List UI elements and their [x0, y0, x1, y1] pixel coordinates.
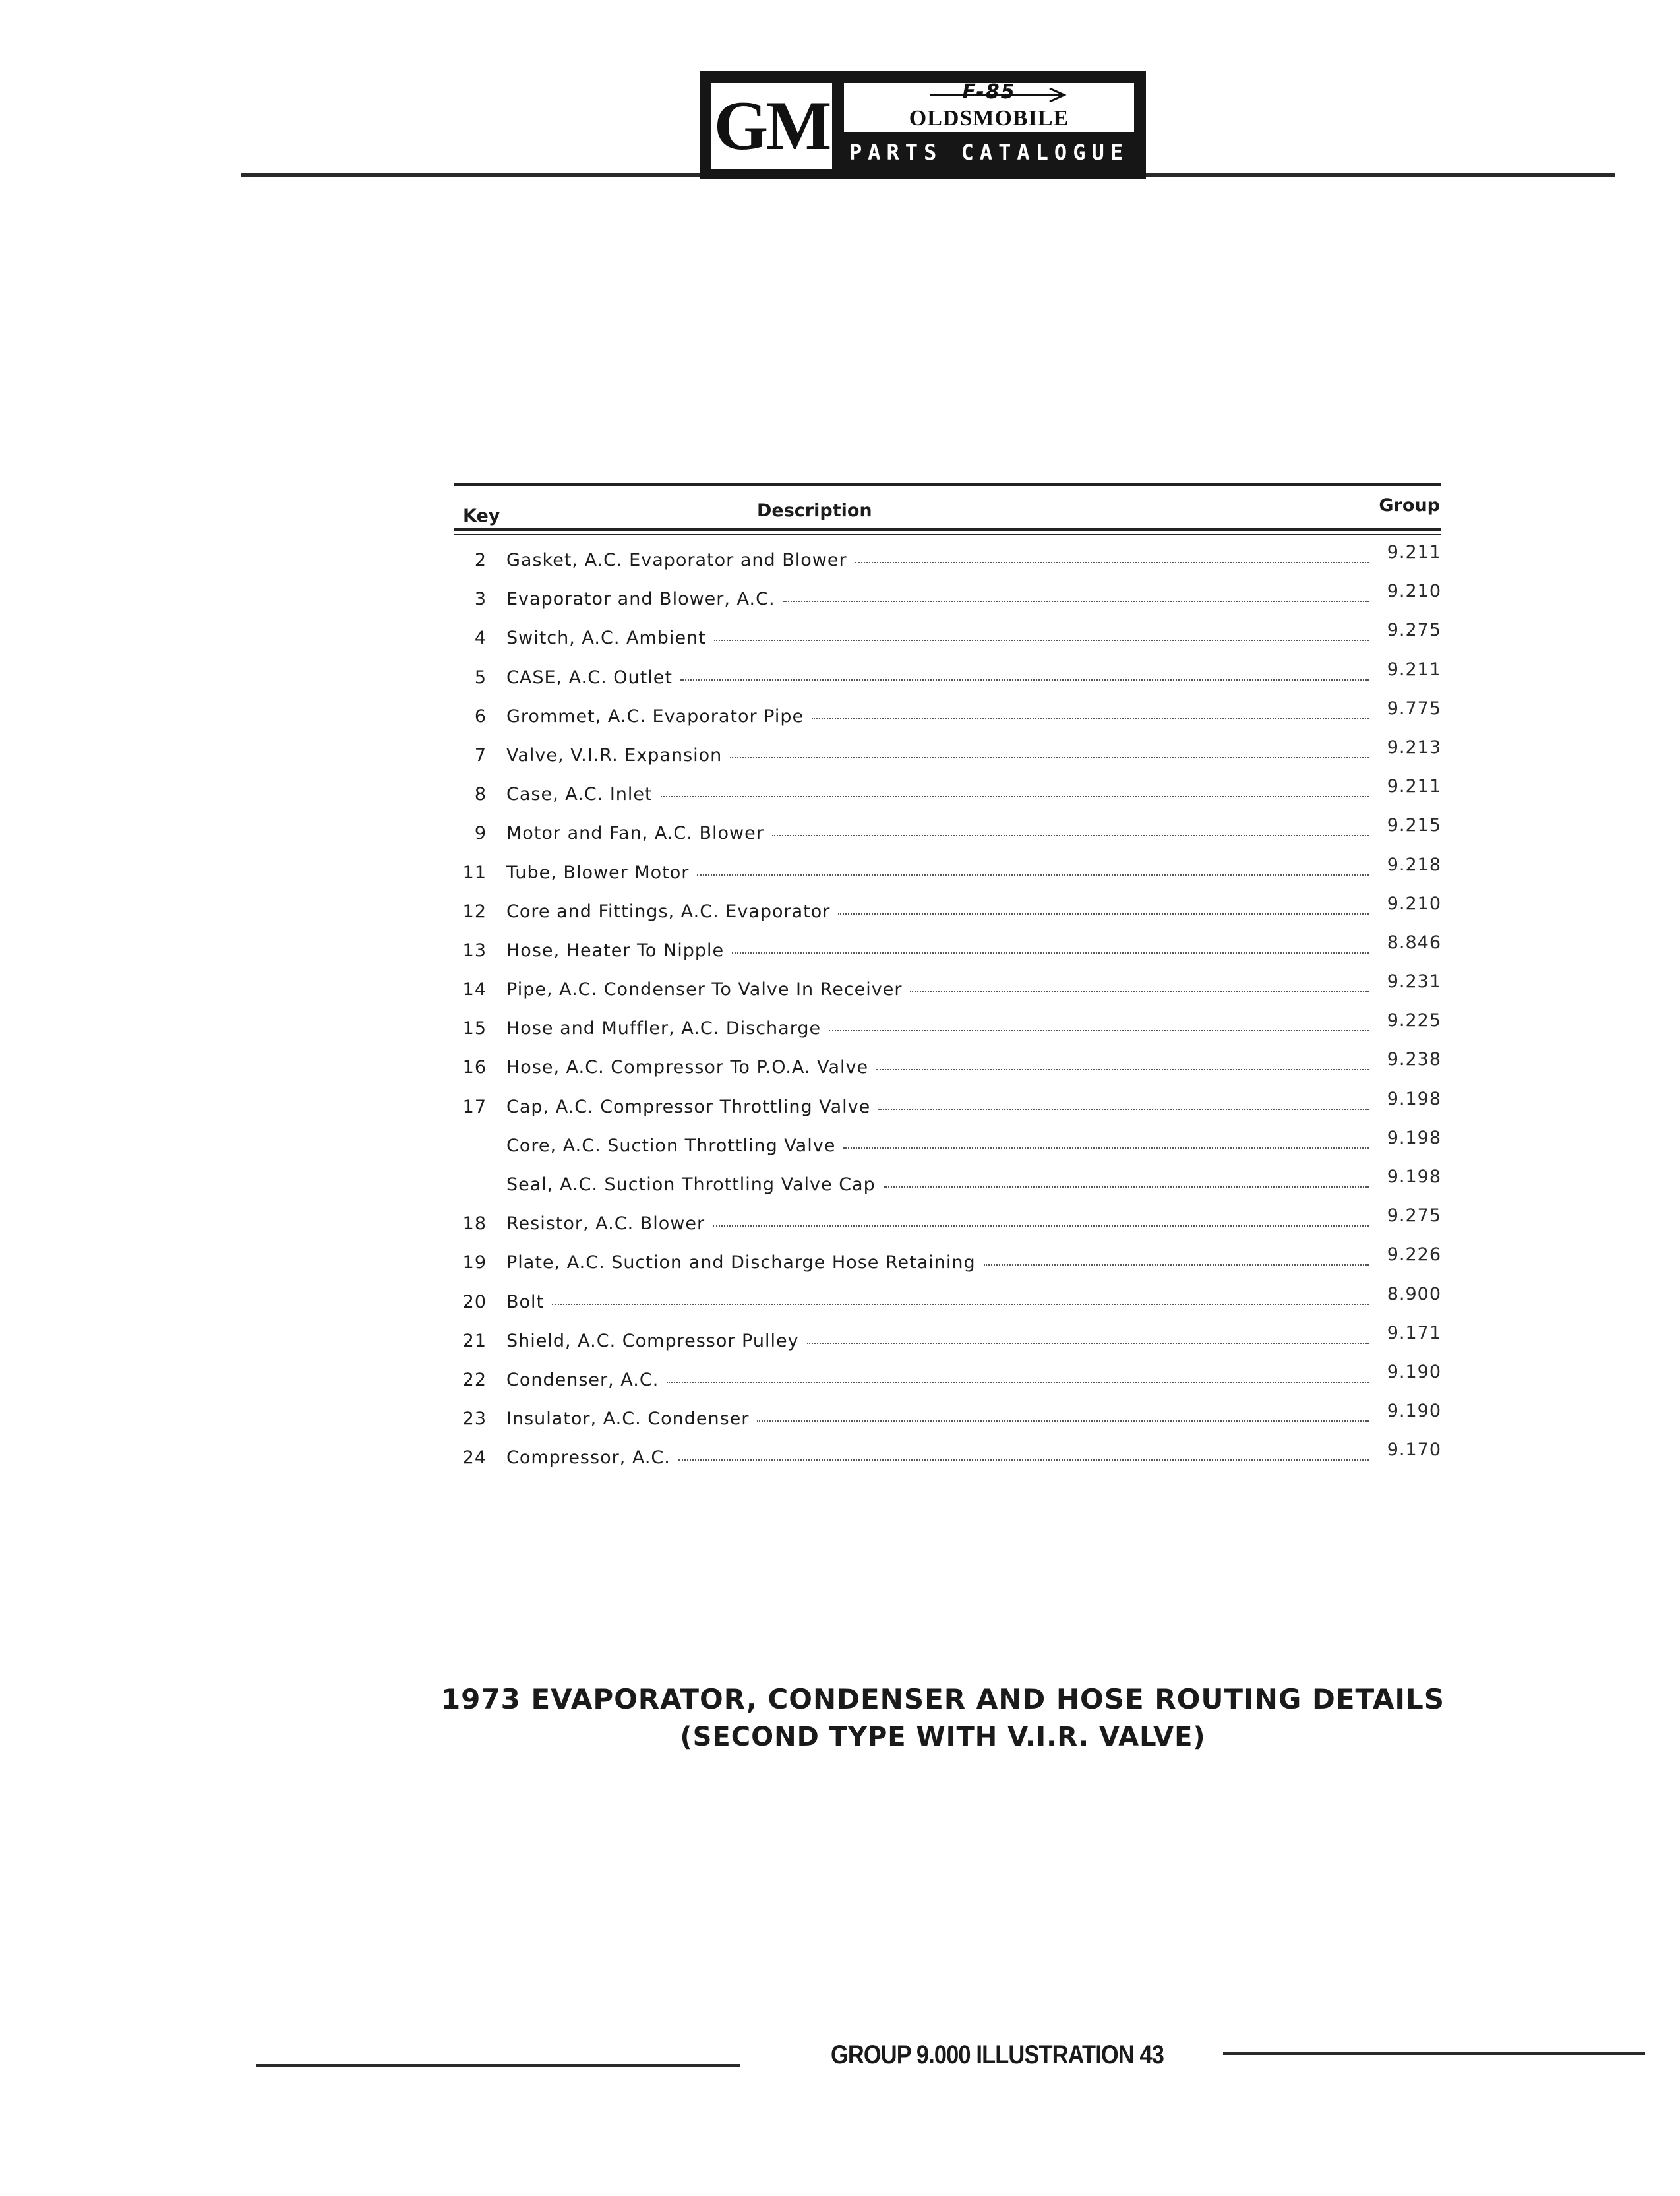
row-description: Pipe, A.C. Condenser To Valve In Receiver	[506, 979, 903, 1000]
row-description: Resistor, A.C. Blower	[506, 1213, 705, 1235]
row-description: Cap, A.C. Compressor Throttling Valve	[506, 1096, 871, 1117]
row-description: Bolt	[506, 1291, 545, 1312]
row-group: 9.198	[1387, 1088, 1441, 1109]
table-row	[454, 775, 1441, 814]
row-key: 2	[474, 550, 487, 570]
row-description: Gasket, A.C. Evaporator and Blower	[506, 550, 847, 570]
row-description-cell	[506, 589, 1369, 609]
row-key: 24	[462, 1448, 487, 1469]
row-description: Seal, A.C. Suction Throttling Valve Cap	[506, 1174, 876, 1195]
dot-leader	[829, 1029, 1369, 1031]
dot-leader	[732, 952, 1369, 954]
row-key: 23	[462, 1409, 487, 1430]
row-description-cell	[506, 1252, 1369, 1273]
row-description-cell	[506, 1174, 1369, 1195]
row-group: 9.198	[1387, 1167, 1441, 1187]
table-row	[454, 892, 1441, 931]
row-group: 9.190	[1387, 1361, 1441, 1382]
row-key: 6	[474, 706, 487, 727]
table-row	[454, 1165, 1441, 1204]
dot-leader	[855, 561, 1369, 563]
table-row	[454, 1438, 1441, 1477]
footer-rule-right	[1223, 2052, 1645, 2055]
table-row	[454, 1283, 1441, 1322]
row-description: Shield, A.C. Compressor Pulley	[506, 1330, 799, 1351]
table-row	[454, 1126, 1441, 1165]
catalogue-title: PARTS CATALOGUE	[849, 140, 1129, 165]
row-key: 16	[462, 1057, 487, 1078]
row-group: 9.210	[1387, 893, 1441, 914]
row-description: Hose, Heater To Nipple	[506, 940, 725, 961]
dot-leader	[713, 1225, 1369, 1227]
dot-leader	[812, 717, 1369, 719]
row-description: Grommet, A.C. Evaporator Pipe	[506, 706, 804, 727]
row-group: 9.275	[1387, 620, 1441, 641]
dot-leader	[772, 834, 1369, 836]
dot-leader	[878, 1108, 1369, 1110]
dot-leader	[661, 795, 1369, 797]
table-row	[454, 1087, 1441, 1126]
row-key: 9	[474, 823, 487, 844]
row-group: 8.846	[1387, 932, 1441, 953]
dot-leader	[697, 874, 1369, 876]
row-group: 9.231	[1387, 971, 1441, 992]
gm-mark: GM	[711, 83, 832, 169]
row-description-cell	[506, 940, 1369, 961]
row-key: 22	[462, 1369, 487, 1390]
row-key: 17	[462, 1096, 487, 1117]
dot-leader	[984, 1264, 1369, 1266]
row-description-cell	[506, 1057, 1369, 1078]
row-group: 9.211	[1387, 776, 1441, 797]
row-key: 14	[462, 979, 487, 1000]
row-description-cell	[506, 745, 1369, 766]
column-header-key: Key	[463, 506, 500, 526]
dot-leader	[884, 1186, 1369, 1188]
gm-oldsmobile-logo	[700, 71, 1146, 179]
row-key: 18	[462, 1213, 487, 1235]
column-header-group: Group	[1379, 495, 1440, 516]
row-description-cell	[506, 863, 1369, 883]
row-description: Hose and Muffler, A.C. Discharge	[506, 1018, 822, 1039]
row-description: Case, A.C. Inlet	[506, 784, 653, 805]
footer-rule-left	[256, 2064, 740, 2067]
dot-leader	[552, 1303, 1369, 1305]
dot-leader	[757, 1420, 1369, 1422]
table-row	[454, 619, 1441, 657]
dot-leader	[843, 1147, 1369, 1149]
footer-illustration-ref: GROUP 9.000 ILLUSTRATION 43	[831, 2040, 1164, 2069]
row-key: 3	[474, 589, 487, 610]
row-key: 11	[462, 862, 487, 883]
caption-title: 1973 EVAPORATOR, CONDENSER AND HOSE ROUTING DETAILS	[440, 1683, 1445, 1715]
row-key: 20	[462, 1291, 487, 1312]
table-row	[454, 931, 1441, 970]
row-description: Evaporator and Blower, A.C.	[506, 589, 775, 610]
caption-subtitle: (SECOND TYPE WITH V.I.R. VALVE)	[680, 1722, 1206, 1752]
table-body	[454, 541, 1441, 1478]
row-group: 9.225	[1387, 1010, 1441, 1031]
dot-leader	[807, 1342, 1369, 1344]
table-row	[454, 697, 1441, 736]
row-key: 13	[462, 940, 487, 961]
column-header-description: Description	[757, 501, 872, 521]
row-key: 15	[462, 1018, 487, 1039]
brand-name: OLDSMOBILE	[909, 106, 1069, 131]
row-description-cell	[506, 550, 1369, 570]
table-row	[454, 1360, 1441, 1399]
table-row	[454, 1048, 1441, 1087]
parts-table	[454, 483, 1441, 1478]
row-description-cell	[506, 628, 1369, 648]
row-description: Compressor, A.C.	[506, 1448, 671, 1469]
row-group: 9.211	[1387, 659, 1441, 680]
row-description-cell	[506, 1097, 1369, 1117]
row-description-cell	[506, 979, 1369, 1000]
brand-panel	[844, 80, 1134, 132]
row-description-cell	[506, 901, 1369, 922]
row-description-cell	[506, 1409, 1369, 1429]
row-description-cell	[506, 1370, 1369, 1390]
table-row	[454, 1322, 1441, 1360]
f85-text: F-85	[962, 80, 1016, 104]
dot-leader	[680, 679, 1369, 681]
row-key: 5	[474, 667, 487, 688]
row-description: Motor and Fan, A.C. Blower	[506, 823, 764, 844]
row-description: Tube, Blower Motor	[506, 862, 690, 883]
row-description: CASE, A.C. Outlet	[506, 667, 673, 688]
table-row	[454, 1399, 1441, 1438]
table-row	[454, 736, 1441, 775]
row-description: Condenser, A.C.	[506, 1369, 659, 1390]
dot-leader	[838, 913, 1369, 915]
row-group: 8.900	[1387, 1283, 1441, 1304]
row-group: 9.170	[1387, 1440, 1441, 1461]
row-key: 7	[474, 745, 487, 766]
row-group: 9.215	[1387, 815, 1441, 836]
row-group: 9.198	[1387, 1127, 1441, 1148]
dot-leader	[714, 639, 1369, 641]
row-group: 9.226	[1387, 1244, 1441, 1266]
table-header	[454, 486, 1441, 528]
row-group: 9.218	[1387, 854, 1441, 875]
row-description-cell	[506, 1136, 1369, 1156]
row-description: Valve, V.I.R. Expansion	[506, 745, 723, 766]
row-description: Switch, A.C. Ambient	[506, 628, 706, 649]
table-row	[454, 1009, 1441, 1048]
row-key: 4	[474, 628, 487, 649]
row-description-cell	[506, 1213, 1369, 1234]
row-description-cell	[506, 667, 1369, 688]
row-description-cell	[506, 1292, 1369, 1312]
row-description-cell	[506, 784, 1369, 805]
row-description: Hose, A.C. Compressor To P.O.A. Valve	[506, 1057, 869, 1078]
row-group: 9.210	[1387, 581, 1441, 602]
row-description-cell	[506, 1018, 1369, 1039]
row-group: 9.211	[1387, 542, 1441, 563]
table-row	[454, 580, 1441, 619]
row-description: Insulator, A.C. Condenser	[506, 1409, 750, 1430]
table-row	[454, 970, 1441, 1009]
row-description-cell	[506, 706, 1369, 727]
dot-leader	[730, 756, 1369, 758]
dot-leader	[667, 1381, 1369, 1383]
table-row	[454, 1243, 1441, 1282]
row-key: 8	[474, 784, 487, 805]
table-row	[454, 658, 1441, 697]
row-description-cell	[506, 823, 1369, 843]
dot-leader	[876, 1068, 1369, 1070]
dot-leader	[910, 991, 1369, 992]
row-group: 9.775	[1387, 698, 1441, 719]
row-description: Core, A.C. Suction Throttling Valve	[506, 1135, 836, 1156]
table-header-rule	[454, 528, 1441, 535]
row-description: Core and Fittings, A.C. Evaporator	[506, 901, 831, 922]
row-key: 19	[462, 1252, 487, 1273]
dot-leader	[783, 600, 1369, 602]
f85-emblem	[903, 80, 1075, 107]
row-description-cell	[506, 1448, 1369, 1468]
dot-leader	[678, 1459, 1369, 1461]
table-row	[454, 541, 1441, 580]
row-group: 9.275	[1387, 1205, 1441, 1227]
table-row	[454, 814, 1441, 853]
row-group: 9.213	[1387, 737, 1441, 758]
table-row	[454, 1204, 1441, 1243]
row-description: Plate, A.C. Suction and Discharge Hose Retaining	[506, 1252, 976, 1273]
row-key: 21	[462, 1330, 487, 1351]
table-row	[454, 853, 1441, 892]
row-group: 9.171	[1387, 1322, 1441, 1343]
row-description-cell	[506, 1331, 1369, 1351]
row-group: 9.238	[1387, 1049, 1441, 1070]
illustration-caption	[356, 1680, 1530, 1755]
row-group: 9.190	[1387, 1401, 1441, 1422]
row-key: 12	[462, 901, 487, 922]
